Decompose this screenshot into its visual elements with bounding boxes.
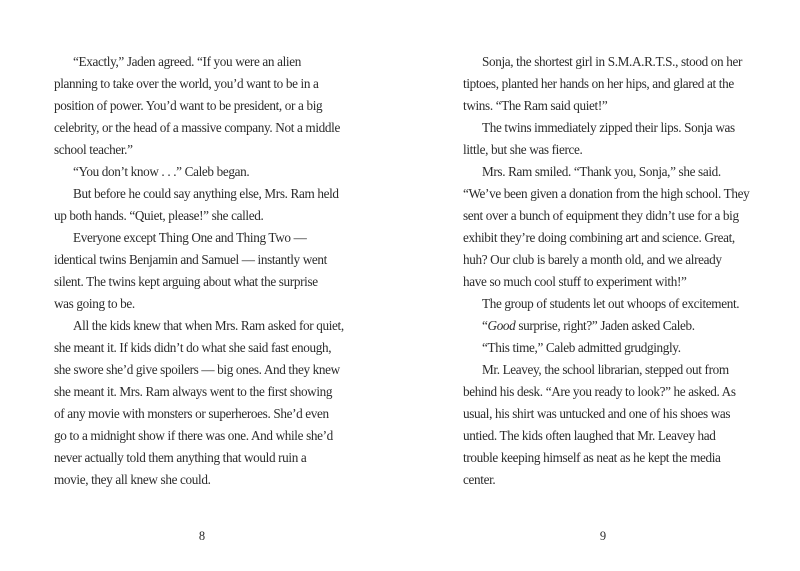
text-line: [54, 205, 350, 227]
text-line: [54, 293, 350, 315]
text-segment: movie, they all knew she could.: [54, 472, 211, 487]
text-line: [54, 359, 350, 381]
text-line: [54, 183, 350, 205]
page-left-number: 8: [198, 529, 206, 543]
text-line: [463, 183, 750, 205]
text-line: [54, 161, 350, 183]
text-segment: sent over a bunch of equipment they didn’t use for a big: [463, 208, 739, 223]
text-line: [463, 403, 743, 425]
text-line: [463, 271, 743, 293]
text-segment: Mrs. Ram smiled. “Thank you, Sonja,” she said.: [482, 164, 721, 179]
page-right-number: 9: [599, 529, 607, 543]
text-segment: have so much cool stuff to experiment with!”: [463, 274, 687, 289]
text-segment: never actually told them anything that would ruin a: [54, 450, 307, 465]
text-segment: go to a midnight show if there was one. And while she’d: [54, 428, 333, 443]
text-line: [463, 117, 743, 139]
text-segment: little, but she was fierce.: [463, 142, 583, 157]
text-segment: usual, his shirt was untucked and one of his shoes was: [463, 406, 731, 421]
text-line: [54, 51, 350, 73]
text-segment: surprise, right?” Jaden asked Caleb.: [515, 318, 695, 333]
text-segment: she meant it. If kids didn’t do what she said fast enough,: [54, 340, 332, 355]
text-line: [54, 425, 350, 447]
text-segment: The group of students let out whoops of excitement.: [482, 296, 740, 311]
text-line: [54, 381, 350, 403]
text-line: [463, 205, 743, 227]
text-segment: identical twins Benjamin and Samuel — instantly went: [54, 252, 327, 267]
page-left-text: [54, 51, 350, 491]
text-segment: behind his desk. “Are you ready to look?” he asked. As: [463, 384, 736, 399]
text-line: [463, 425, 743, 447]
text-segment: “This time,” Caleb admitted grudgingly.: [482, 340, 681, 355]
text-line: [54, 337, 350, 359]
text-segment: But before he could say anything else, Mrs. Ram held: [73, 186, 339, 201]
text-segment: planning to take over the world, you’d want to be in a: [54, 76, 319, 91]
text-line: [54, 95, 350, 117]
text-segment: “You don’t know . . .” Caleb began.: [73, 164, 250, 179]
text-segment: All the kids knew that when Mrs. Ram asked for quiet,: [73, 318, 344, 333]
text-line: [463, 139, 743, 161]
text-segment: The twins immediately zipped their lips. Sonja was: [482, 120, 735, 135]
text-line: [463, 51, 743, 73]
text-segment: silent. The twins kept arguing about what the surprise: [54, 274, 318, 289]
text-line: [463, 337, 743, 359]
text-segment: center.: [463, 472, 496, 487]
text-segment: school teacher.”: [54, 142, 133, 157]
text-line: [463, 95, 743, 117]
text-segment: “Exactly,” Jaden agreed. “If you were an alien: [73, 54, 301, 69]
text-line: [463, 315, 743, 337]
text-line: [54, 315, 350, 337]
text-line: [54, 469, 350, 491]
text-segment: Everyone except Thing One and Thing Two —: [73, 230, 307, 245]
text-segment: Mr. Leavey, the school librarian, stepped out from: [482, 362, 729, 377]
text-segment: twins. “The Ram said quiet!”: [463, 98, 608, 113]
text-segment-italic: Good: [487, 318, 516, 333]
text-line: [463, 381, 743, 403]
text-segment: she meant it. Mrs. Ram always went to the first showing: [54, 384, 333, 399]
text-line: [54, 271, 350, 293]
text-line: [463, 447, 743, 469]
text-segment: tiptoes, planted her hands on her hips, and glared at the: [463, 76, 734, 91]
text-segment: up both hands. “Quiet, please!” she called.: [54, 208, 264, 223]
text-segment: “: [482, 318, 488, 333]
text-line: [54, 117, 350, 139]
text-line: [463, 227, 743, 249]
text-line: [54, 249, 350, 271]
page-right: [400, 0, 800, 571]
text-segment: “We’ve been given a donation from the high school. They: [463, 186, 750, 201]
text-line: [54, 139, 350, 161]
text-line: [463, 249, 743, 271]
text-segment: untied. The kids often laughed that Mr. Leavey had: [463, 428, 716, 443]
text-line: [463, 161, 743, 183]
text-line: [463, 73, 743, 95]
text-segment: was going to be.: [54, 296, 135, 311]
text-segment: of any movie with monsters or superheroes. She’d even: [54, 406, 329, 421]
text-line: [463, 293, 743, 315]
text-line: [54, 227, 350, 249]
text-line: [54, 447, 350, 469]
text-line: [54, 403, 350, 425]
page-right-text: [463, 51, 750, 491]
text-segment: trouble keeping himself as neat as he kept the media: [463, 450, 721, 465]
text-line: [463, 469, 743, 491]
text-segment: she swore she’d give spoilers — big ones. And they knew: [54, 362, 340, 377]
text-line: [54, 73, 350, 95]
text-segment: huh? Our club is barely a month old, and we already: [463, 252, 722, 267]
text-segment: exhibit they’re doing combining art and science. Great,: [463, 230, 735, 245]
text-line: [463, 359, 743, 381]
text-segment: celebrity, or the head of a massive company. Not a middle: [54, 120, 340, 135]
text-segment: Sonja, the shortest girl in S.M.A.R.T.S., stood on her: [482, 54, 742, 69]
text-segment: position of power. You’d want to be president, or a big: [54, 98, 323, 113]
